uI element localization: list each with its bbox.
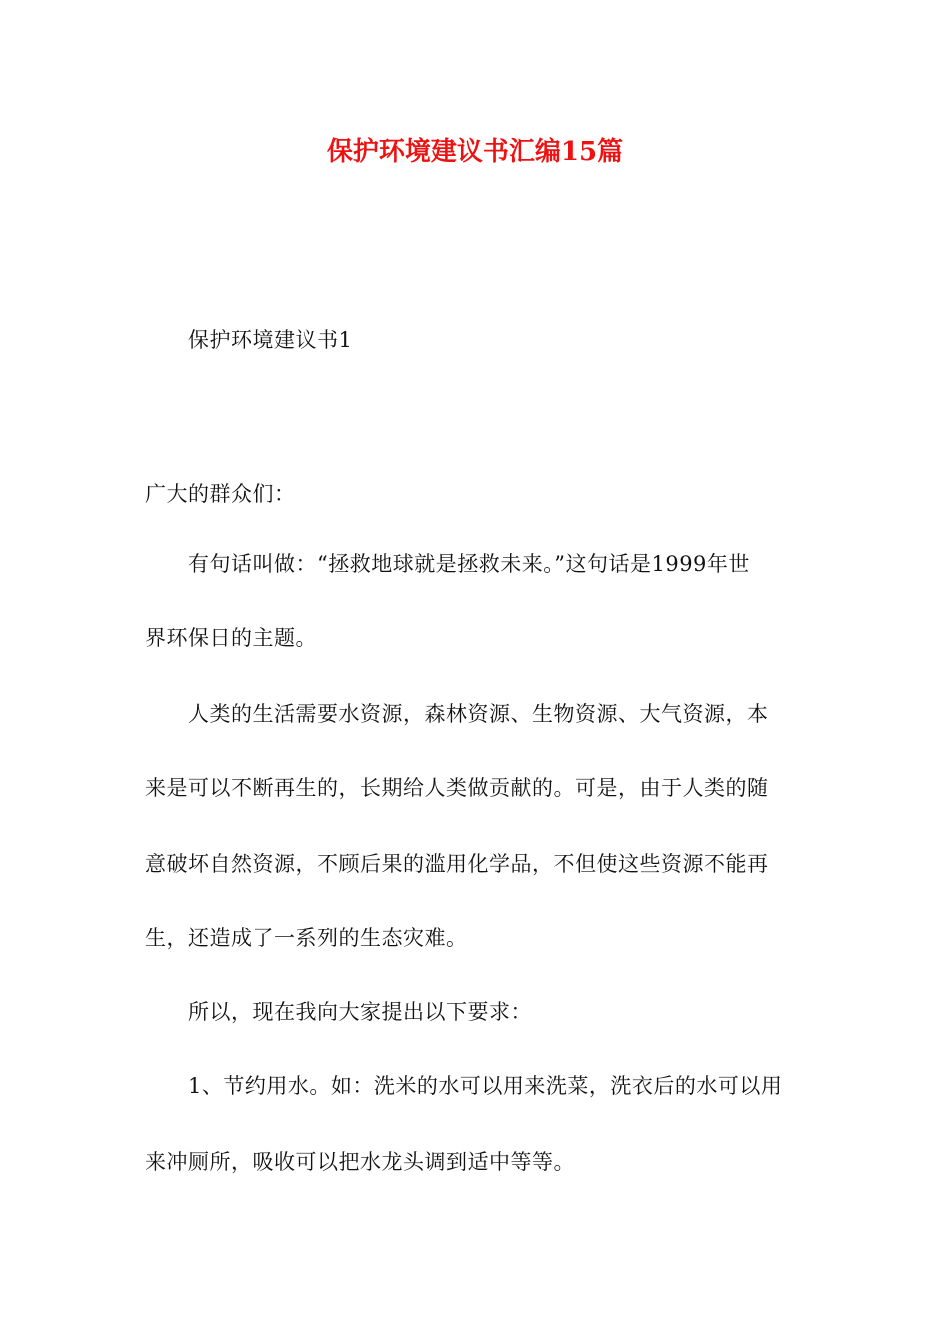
document-title: 保护环境建议书汇编15篇 xyxy=(326,137,624,167)
paragraph-line: 来冲厕所，吸收可以把水龙头调到适中等等。 xyxy=(145,1150,575,1174)
paragraph-line: 人类的生活需要水资源，森林资源、生物资源、大气资源，本 xyxy=(188,702,769,726)
paragraph-line: 来是可以不断再生的，长期给人类做贡献的。可是，由于人类的随 xyxy=(145,776,769,800)
paragraph-line: 生，还造成了一系列的生态灾难。 xyxy=(145,926,468,950)
salutation: 广大的群众们： xyxy=(145,482,296,506)
paragraph-line: 所以，现在我向大家提出以下要求： xyxy=(188,1000,532,1024)
paragraph-line: 意破坏自然资源，不顾后果的滥用化学品，不但使这些资源不能再 xyxy=(145,852,769,876)
section-heading: 保护环境建议书1 xyxy=(188,328,353,352)
paragraph-line: 有句话叫做：“拯救地球就是拯救未来。”这句话是1999年世 xyxy=(188,552,750,576)
paragraph-line: 界环保日的主题。 xyxy=(145,626,317,650)
paragraph-line: 1、节约用水。如：洗米的水可以用来洗菜，洗衣后的水可以用 xyxy=(188,1074,783,1098)
